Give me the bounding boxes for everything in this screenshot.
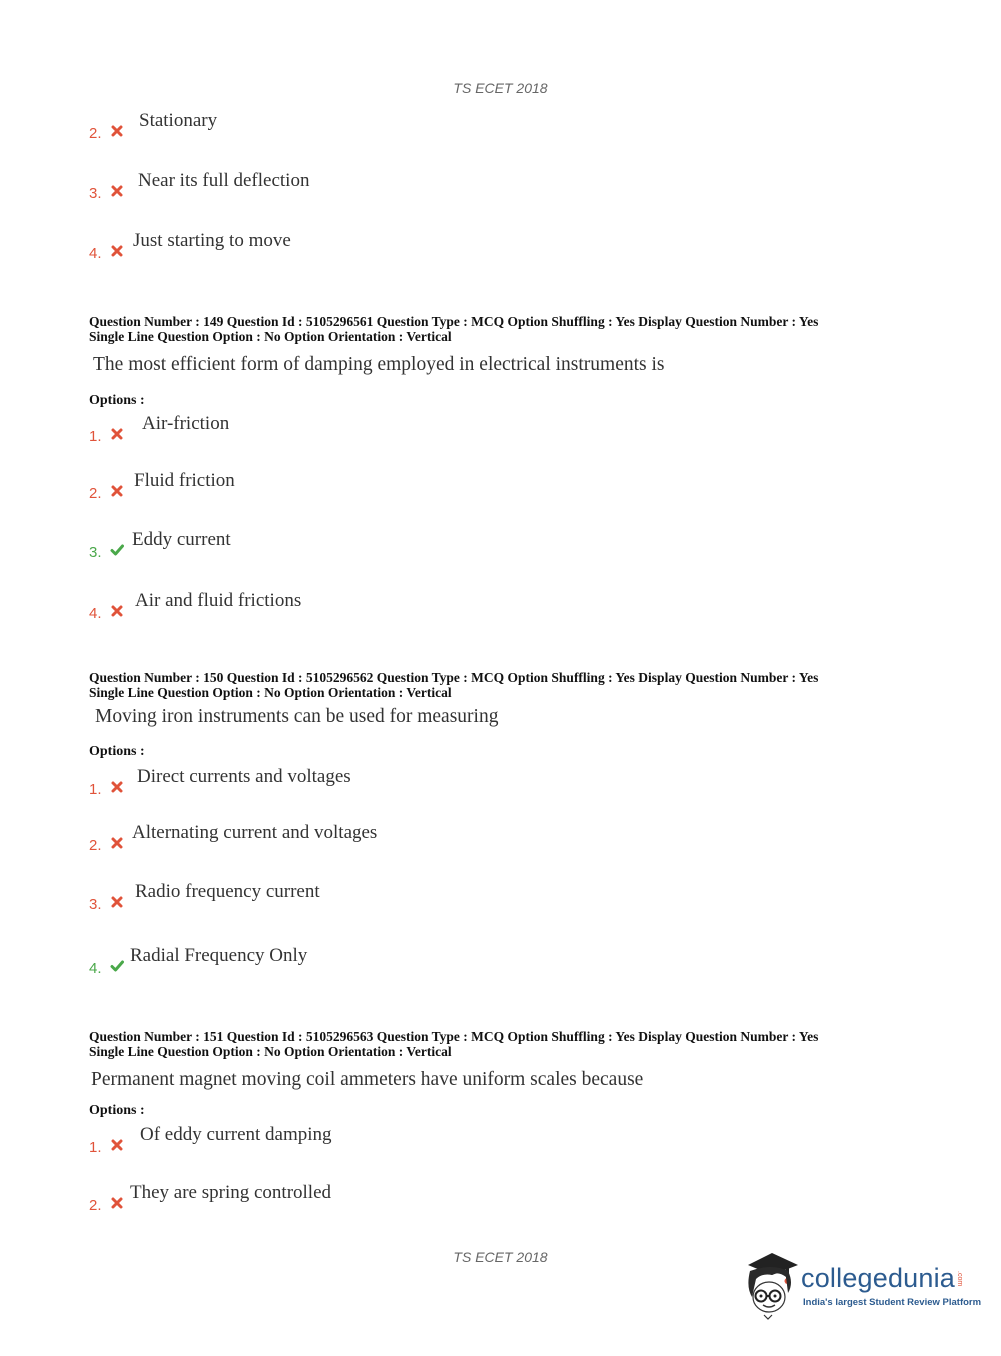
question-meta (89, 671, 818, 700)
option-text: Alternating current and voltages (132, 822, 378, 843)
option-text: Fluid friction (134, 470, 235, 491)
option-number: 2. (89, 837, 102, 854)
question-text: The most efficient form of damping employed in electrical instruments is (93, 354, 665, 375)
option-number: 4. (89, 960, 102, 977)
option-number: 3. (89, 544, 102, 561)
mascot-icon (742, 1249, 800, 1321)
question-meta-line1: Question Number : 150 Question Id : 5105296562 Question Type : MCQ Option Shuffling : Yes Display Question Number : Yes (89, 670, 819, 685)
option-item (89, 170, 789, 204)
option-item (89, 529, 789, 563)
question-text: Permanent magnet moving coil ammeters have uniform scales because (91, 1069, 644, 1090)
option-number: 2. (89, 485, 102, 502)
option-item (89, 590, 789, 624)
option-text: They are spring controlled (130, 1182, 332, 1203)
page-footer: TS ECET 2018 (453, 1249, 548, 1265)
option-item (89, 881, 789, 915)
question-meta (89, 315, 818, 344)
cross-icon (110, 1196, 124, 1210)
collegedunia-logo[interactable] (742, 1249, 982, 1321)
question-meta-line1: Question Number : 151 Question Id : 5105296563 Question Type : MCQ Option Shuffling : Yes Display Question Number : Yes (89, 1029, 819, 1044)
option-number: 3. (89, 185, 102, 202)
option-item (89, 766, 789, 800)
question-text: Moving iron instruments can be used for measuring (95, 706, 499, 727)
option-text: Near its full deflection (138, 170, 310, 191)
logo-suffix: .com (956, 1271, 963, 1287)
logo-tagline: India's largest Student Review Platform (803, 1297, 982, 1308)
cross-icon (110, 780, 124, 794)
option-item (89, 945, 789, 979)
cross-icon (110, 484, 124, 498)
check-icon (110, 543, 124, 557)
options-label: Options : (89, 1103, 145, 1118)
question-meta-line2: Single Line Question Option : No Option Orientation : Vertical (89, 1043, 452, 1059)
cross-icon (110, 124, 124, 138)
option-item (89, 230, 789, 264)
option-number: 4. (89, 605, 102, 622)
cross-icon (110, 244, 124, 258)
option-number: 2. (89, 1197, 102, 1214)
option-text: Eddy current (132, 529, 231, 550)
option-item (89, 1124, 789, 1158)
logo-wordmark: collegedunia (801, 1263, 956, 1293)
option-item (89, 110, 789, 144)
cross-icon (110, 427, 124, 441)
option-number: 4. (89, 245, 102, 262)
question-meta-line1: Question Number : 149 Question Id : 5105296561 Question Type : MCQ Option Shuffling : Yes Display Question Number : Yes (89, 314, 819, 329)
option-item (89, 470, 789, 504)
option-item (89, 413, 789, 447)
cross-icon (110, 604, 124, 618)
option-text: Of eddy current damping (140, 1124, 332, 1145)
option-item (89, 822, 789, 856)
option-number: 1. (89, 1139, 102, 1156)
check-icon (110, 959, 124, 973)
options-label: Options : (89, 393, 145, 408)
question-meta-line2: Single Line Question Option : No Option Orientation : Vertical (89, 328, 452, 344)
cross-icon (110, 1138, 124, 1152)
option-text: Air-friction (142, 413, 230, 434)
option-number: 2. (89, 125, 102, 142)
option-text: Radio frequency current (135, 881, 320, 902)
option-text: Air and fluid frictions (135, 590, 302, 611)
cross-icon (110, 836, 124, 850)
option-number: 1. (89, 781, 102, 798)
cross-icon (110, 895, 124, 909)
option-text: Direct currents and voltages (137, 766, 351, 787)
option-text: Just starting to move (133, 230, 291, 251)
cross-icon (110, 184, 124, 198)
question-meta-line2: Single Line Question Option : No Option Orientation : Vertical (89, 684, 452, 700)
options-label: Options : (89, 744, 145, 759)
option-number: 3. (89, 896, 102, 913)
option-item (89, 1182, 789, 1216)
question-meta (89, 1030, 818, 1059)
option-number: 1. (89, 428, 102, 445)
option-text: Stationary (139, 110, 218, 131)
option-text: Radial Frequency Only (130, 945, 308, 966)
page-header: TS ECET 2018 (453, 80, 548, 96)
